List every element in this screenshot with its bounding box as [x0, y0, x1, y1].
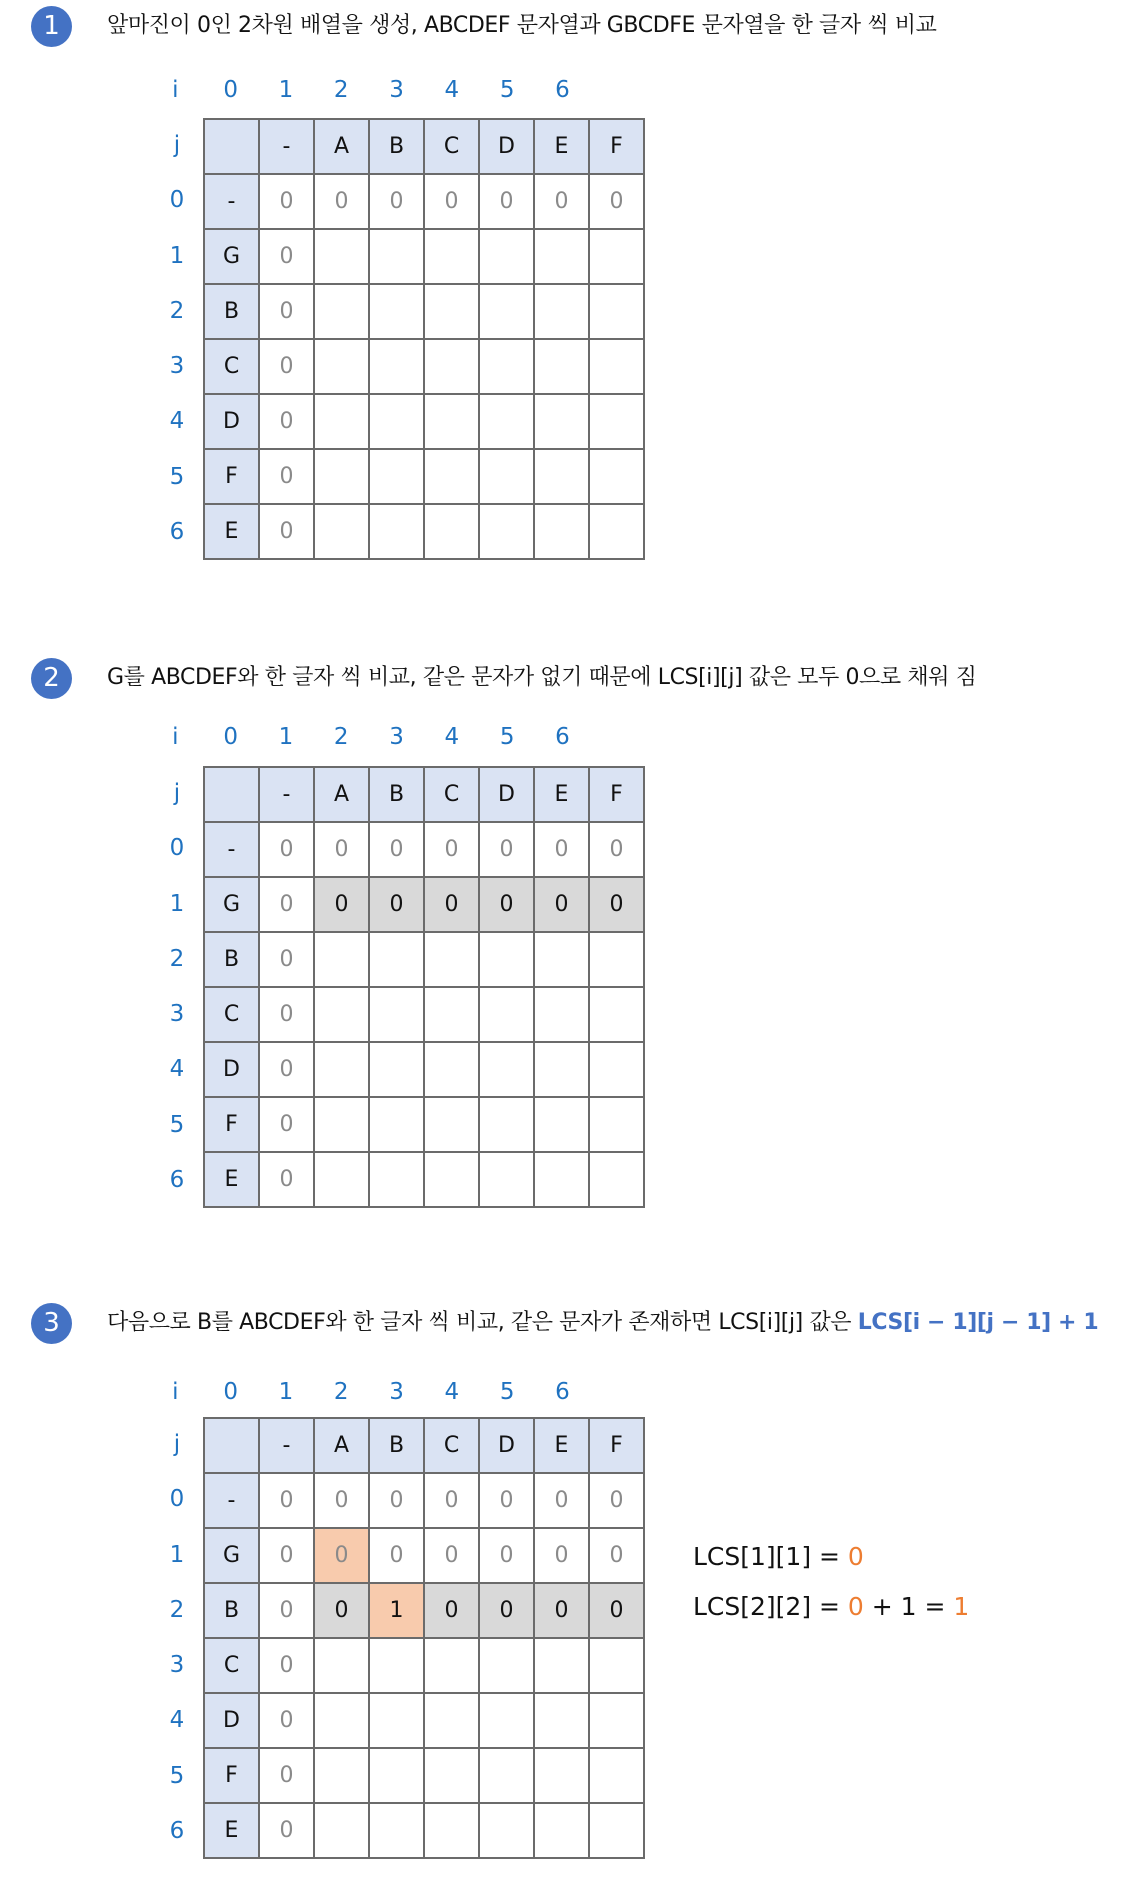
- lcs-value-cell: [479, 1638, 534, 1693]
- lcs-value-cell: [534, 1638, 589, 1693]
- table-row: [204, 1638, 644, 1693]
- lcs-value-cell: [479, 449, 534, 504]
- lcs-value-cell: [314, 1803, 369, 1858]
- lcs-value-cell: [424, 1152, 479, 1207]
- row-char-cell: -: [204, 1473, 259, 1528]
- lcs-value-cell: [479, 394, 534, 449]
- column-char-cell: A: [314, 1418, 369, 1473]
- lcs-value-cell: [479, 987, 534, 1042]
- column-char-cell: F: [589, 119, 644, 174]
- column-char-cell: C: [424, 767, 479, 822]
- lcs-value-cell: 0: [369, 174, 424, 229]
- lcs-value-cell: [534, 339, 589, 394]
- lcs-value-cell: 0: [479, 822, 534, 877]
- lcs-value-cell: [369, 932, 424, 987]
- lcs-value-cell: [424, 284, 479, 339]
- lcs-value-cell: 0: [589, 822, 644, 877]
- lcs-value-cell: [369, 449, 424, 504]
- lcs-value-cell: [424, 394, 479, 449]
- lcs-value-cell: [479, 1042, 534, 1097]
- lcs-value-cell: [369, 1803, 424, 1858]
- row-char-cell: D: [204, 394, 259, 449]
- lcs-value-cell: [369, 284, 424, 339]
- row-char-cell: C: [204, 1638, 259, 1693]
- row-char-cell: E: [204, 1803, 259, 1858]
- j-index-labels: j 0 1 2 3 4 5 6: [169, 132, 185, 546]
- table-row: [204, 449, 644, 504]
- table-row: [204, 822, 644, 877]
- lcs-value-cell: [534, 1042, 589, 1097]
- table-row: [204, 1042, 644, 1097]
- lcs-value-cell: 0: [259, 1528, 314, 1583]
- row-char-cell: C: [204, 987, 259, 1042]
- lcs-value-cell: [314, 339, 369, 394]
- lcs-value-cell: [534, 449, 589, 504]
- lcs-value-cell: [314, 932, 369, 987]
- lcs-value-cell: 0: [259, 394, 314, 449]
- lcs-value-cell: [589, 449, 644, 504]
- lcs-value-cell: [534, 1693, 589, 1748]
- lcs-value-cell: 0: [259, 877, 314, 932]
- lcs-value-cell: 0: [589, 877, 644, 932]
- step-number-badge: 2: [31, 658, 72, 699]
- step-title: 앞마진이 0인 2차원 배열을 생성, ABCDEF 문자열과 GBCDFE 문자열을 한 글자 씩 비교: [107, 13, 937, 38]
- lcs-value-cell: [479, 932, 534, 987]
- lcs-value-cell: 0: [259, 174, 314, 229]
- lcs-value-cell: 0: [259, 1803, 314, 1858]
- lcs-value-cell: 0: [534, 877, 589, 932]
- lcs-value-cell: [479, 1803, 534, 1858]
- lcs-value-cell: [589, 1638, 644, 1693]
- lcs-value-cell: [589, 1097, 644, 1152]
- lcs-value-cell: 0: [369, 877, 424, 932]
- column-char-cell: -: [259, 119, 314, 174]
- lcs-value-cell: 0: [314, 1583, 369, 1638]
- lcs-value-cell: [424, 987, 479, 1042]
- lcs-value-cell: [424, 339, 479, 394]
- row-char-cell: D: [204, 1693, 259, 1748]
- lcs-value-cell: [369, 339, 424, 394]
- lcs-value-cell: 0: [534, 1473, 589, 1528]
- lcs-value-cell: 0: [589, 1583, 644, 1638]
- i-index-labels: i 0 1 2 3 4 5 6: [172, 77, 570, 103]
- lcs-value-cell: [424, 1638, 479, 1693]
- lcs-value-cell: [534, 504, 589, 559]
- lcs-value-cell: [424, 932, 479, 987]
- step-title: G를 ABCDEF와 한 글자 씩 비교, 같은 문자가 없기 때문에 LCS[i][j] 값은 모두 0으로 채워 짐: [107, 665, 977, 690]
- corner-cell: [204, 1418, 259, 1473]
- lcs-value-cell: 0: [534, 822, 589, 877]
- lcs-value-cell: 0: [424, 822, 479, 877]
- lcs-value-cell: 0: [534, 1528, 589, 1583]
- lcs-value-cell: [589, 932, 644, 987]
- lcs-value-cell: [314, 1097, 369, 1152]
- lcs-value-cell: [589, 1042, 644, 1097]
- step-number-badge: 1: [31, 6, 72, 47]
- lcs-value-cell: 0: [259, 504, 314, 559]
- table-row: [204, 987, 644, 1042]
- lcs-value-cell: [424, 1042, 479, 1097]
- annotation-lcs-1-1: LCS[1][1] = 0: [693, 1542, 864, 1571]
- lcs-value-cell: [534, 229, 589, 284]
- row-char-cell: F: [204, 1097, 259, 1152]
- lcs-value-cell: 0: [424, 1583, 479, 1638]
- lcs-value-cell: [314, 504, 369, 559]
- highlighted-cell: 0: [314, 1528, 369, 1583]
- column-char-cell: A: [314, 119, 369, 174]
- lcs-value-cell: 0: [479, 877, 534, 932]
- column-char-cell: -: [259, 1418, 314, 1473]
- corner-cell: [204, 767, 259, 822]
- row-char-cell: F: [204, 449, 259, 504]
- row-char-cell: E: [204, 1152, 259, 1207]
- lcs-value-cell: [479, 229, 534, 284]
- lcs-value-cell: 0: [589, 174, 644, 229]
- table-row: [204, 1152, 644, 1207]
- column-char-cell: D: [479, 119, 534, 174]
- highlighted-cell: 1: [369, 1583, 424, 1638]
- column-char-cell: B: [369, 1418, 424, 1473]
- lcs-value-cell: [314, 284, 369, 339]
- lcs-value-cell: [534, 987, 589, 1042]
- lcs-value-cell: 0: [479, 174, 534, 229]
- row-char-cell: B: [204, 1583, 259, 1638]
- lcs-value-cell: 0: [479, 1583, 534, 1638]
- lcs-value-cell: [369, 1152, 424, 1207]
- lcs-value-cell: [369, 504, 424, 559]
- lcs-value-cell: 0: [589, 1473, 644, 1528]
- table-row: [204, 284, 644, 339]
- lcs-value-cell: [534, 1097, 589, 1152]
- corner-cell: [204, 119, 259, 174]
- lcs-value-cell: 0: [259, 822, 314, 877]
- lcs-value-cell: [589, 1693, 644, 1748]
- lcs-value-cell: 0: [259, 1097, 314, 1152]
- lcs-value-cell: 0: [314, 822, 369, 877]
- lcs-value-cell: [369, 1042, 424, 1097]
- table-row: [204, 174, 644, 229]
- lcs-value-cell: [314, 394, 369, 449]
- lcs-value-cell: [589, 394, 644, 449]
- lcs-value-cell: 0: [259, 987, 314, 1042]
- lcs-value-cell: 0: [259, 1152, 314, 1207]
- row-char-cell: C: [204, 339, 259, 394]
- lcs-value-cell: 0: [259, 284, 314, 339]
- lcs-value-cell: [479, 284, 534, 339]
- header-row: [204, 119, 644, 174]
- lcs-value-cell: [479, 1097, 534, 1152]
- i-index-labels: i 0 1 2 3 4 5 6: [172, 724, 570, 750]
- lcs-value-cell: 0: [589, 1528, 644, 1583]
- lcs-value-cell: [314, 1042, 369, 1097]
- step-title: 다음으로 B를 ABCDEF와 한 글자 씩 비교, 같은 문자가 존재하면 LCS[i][j] 값은 LCS[i − 1][j − 1] + 1: [107, 1310, 1099, 1335]
- lcs-value-cell: [479, 339, 534, 394]
- lcs-table: [203, 766, 645, 1208]
- lcs-value-cell: 0: [479, 1473, 534, 1528]
- lcs-value-cell: [534, 1152, 589, 1207]
- lcs-value-cell: 0: [369, 1473, 424, 1528]
- lcs-table: [203, 118, 645, 560]
- header-row: [204, 767, 644, 822]
- header-row: [204, 1418, 644, 1473]
- row-char-cell: F: [204, 1748, 259, 1803]
- column-char-cell: F: [589, 767, 644, 822]
- lcs-value-cell: [534, 394, 589, 449]
- lcs-value-cell: [479, 1152, 534, 1207]
- lcs-value-cell: 0: [259, 339, 314, 394]
- i-index-labels: i 0 1 2 3 4 5 6: [172, 1379, 570, 1405]
- lcs-value-cell: [424, 1693, 479, 1748]
- table-row: [204, 1693, 644, 1748]
- table-row: [204, 339, 644, 394]
- j-index-labels: j 0 1 2 3 4 5 6: [169, 780, 185, 1194]
- column-char-cell: C: [424, 119, 479, 174]
- lcs-value-cell: [534, 1748, 589, 1803]
- row-char-cell: G: [204, 229, 259, 284]
- lcs-value-cell: 0: [534, 174, 589, 229]
- row-char-cell: D: [204, 1042, 259, 1097]
- lcs-value-cell: 0: [369, 822, 424, 877]
- table-row: [204, 1473, 644, 1528]
- table-row: [204, 1803, 644, 1858]
- column-char-cell: D: [479, 1418, 534, 1473]
- lcs-value-cell: [589, 987, 644, 1042]
- lcs-value-cell: [589, 504, 644, 559]
- lcs-value-cell: 0: [424, 877, 479, 932]
- lcs-value-cell: [424, 1097, 479, 1152]
- lcs-value-cell: 0: [424, 1528, 479, 1583]
- lcs-value-cell: [314, 1693, 369, 1748]
- table-row: [204, 1097, 644, 1152]
- lcs-value-cell: 0: [259, 1583, 314, 1638]
- table-row: [204, 877, 644, 932]
- annotation-lcs-2-2: LCS[2][2] = 0 + 1 = 1: [693, 1592, 970, 1621]
- lcs-value-cell: [314, 449, 369, 504]
- lcs-value-cell: [589, 284, 644, 339]
- row-char-cell: G: [204, 1528, 259, 1583]
- lcs-value-cell: [534, 284, 589, 339]
- lcs-value-cell: [369, 987, 424, 1042]
- row-char-cell: G: [204, 877, 259, 932]
- lcs-value-cell: 0: [259, 1748, 314, 1803]
- table-row: [204, 1528, 644, 1583]
- row-char-cell: B: [204, 932, 259, 987]
- table-row: [204, 1583, 644, 1638]
- step-number-badge: 3: [31, 1303, 72, 1344]
- column-char-cell: B: [369, 119, 424, 174]
- lcs-value-cell: [314, 1748, 369, 1803]
- lcs-value-cell: 0: [259, 229, 314, 284]
- lcs-value-cell: [589, 1803, 644, 1858]
- lcs-value-cell: [534, 932, 589, 987]
- lcs-value-cell: 0: [369, 1528, 424, 1583]
- lcs-value-cell: 0: [259, 449, 314, 504]
- lcs-value-cell: [314, 1152, 369, 1207]
- lcs-value-cell: [424, 504, 479, 559]
- table-row: [204, 932, 644, 987]
- table-row: [204, 229, 644, 284]
- lcs-value-cell: [369, 229, 424, 284]
- lcs-value-cell: [589, 339, 644, 394]
- column-char-cell: D: [479, 767, 534, 822]
- lcs-value-cell: 0: [259, 1638, 314, 1693]
- lcs-value-cell: [424, 449, 479, 504]
- lcs-value-cell: [589, 1748, 644, 1803]
- row-char-cell: E: [204, 504, 259, 559]
- lcs-value-cell: [314, 987, 369, 1042]
- formula-emphasis: LCS[i − 1][j − 1] + 1: [857, 1310, 1099, 1335]
- column-char-cell: C: [424, 1418, 479, 1473]
- lcs-value-cell: [534, 1803, 589, 1858]
- lcs-value-cell: [589, 1152, 644, 1207]
- lcs-value-cell: 0: [314, 1473, 369, 1528]
- lcs-value-cell: [479, 1748, 534, 1803]
- column-char-cell: E: [534, 1418, 589, 1473]
- table-row: [204, 394, 644, 449]
- lcs-value-cell: 0: [259, 1693, 314, 1748]
- lcs-value-cell: 0: [424, 1473, 479, 1528]
- lcs-value-cell: 0: [259, 1473, 314, 1528]
- column-char-cell: E: [534, 767, 589, 822]
- row-char-cell: B: [204, 284, 259, 339]
- column-char-cell: -: [259, 767, 314, 822]
- lcs-value-cell: [369, 1097, 424, 1152]
- lcs-value-cell: [424, 1748, 479, 1803]
- lcs-value-cell: [314, 1638, 369, 1693]
- lcs-value-cell: 0: [424, 174, 479, 229]
- lcs-value-cell: [479, 1693, 534, 1748]
- lcs-value-cell: [424, 229, 479, 284]
- lcs-value-cell: 0: [259, 1042, 314, 1097]
- lcs-value-cell: 0: [259, 932, 314, 987]
- lcs-value-cell: 0: [314, 877, 369, 932]
- lcs-value-cell: 0: [479, 1528, 534, 1583]
- row-char-cell: -: [204, 174, 259, 229]
- lcs-value-cell: 0: [314, 174, 369, 229]
- column-char-cell: F: [589, 1418, 644, 1473]
- table-row: [204, 504, 644, 559]
- lcs-value-cell: [589, 229, 644, 284]
- lcs-value-cell: [369, 394, 424, 449]
- row-char-cell: -: [204, 822, 259, 877]
- column-char-cell: B: [369, 767, 424, 822]
- lcs-value-cell: [479, 504, 534, 559]
- table-row: [204, 1748, 644, 1803]
- column-char-cell: A: [314, 767, 369, 822]
- lcs-value-cell: [369, 1748, 424, 1803]
- lcs-value-cell: [424, 1803, 479, 1858]
- lcs-value-cell: [369, 1693, 424, 1748]
- j-index-labels: j 0 1 2 3 4 5 6: [169, 1431, 185, 1845]
- lcs-value-cell: 0: [534, 1583, 589, 1638]
- lcs-value-cell: [314, 229, 369, 284]
- column-char-cell: E: [534, 119, 589, 174]
- lcs-value-cell: [369, 1638, 424, 1693]
- lcs-table: [203, 1417, 645, 1859]
